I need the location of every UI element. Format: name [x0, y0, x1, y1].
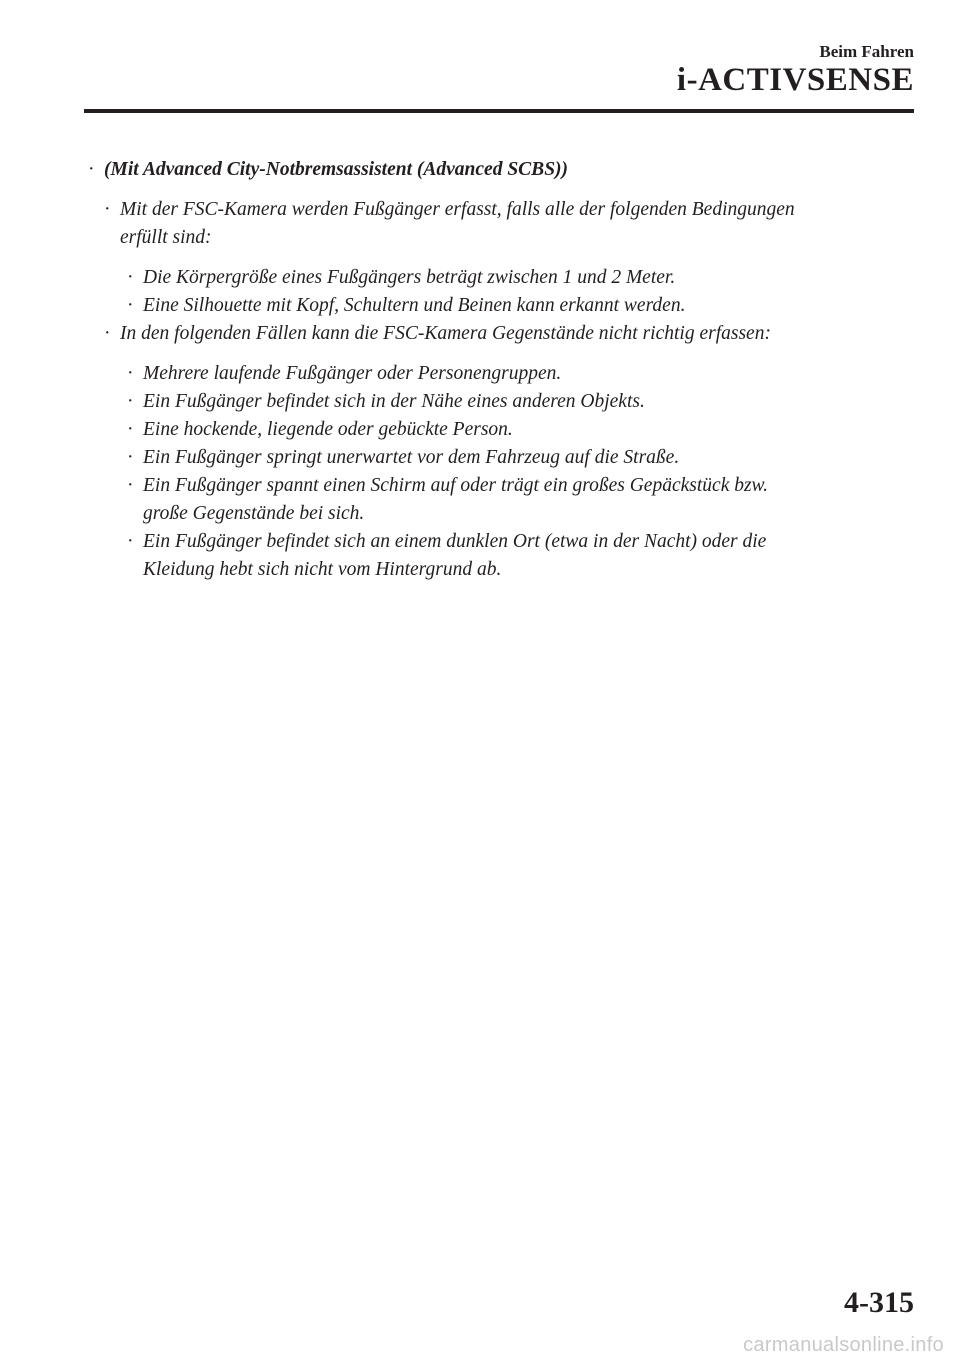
list-item [0, 388, 960, 416]
list-item [0, 528, 960, 584]
list-item-text: In den folgenden Fällen kann die FSC-Kamera Gegenstände nicht richtig erfassen: [120, 323, 771, 344]
bullet-icon: · [127, 475, 134, 496]
list-item [0, 444, 960, 472]
bullet-icon: · [104, 323, 111, 344]
list-item-text: Ein Fußgänger spannt einen Schirm auf oder trägt ein großes Gepäckstück bzw. [143, 475, 768, 496]
list-item-text: Die Körpergröße eines Fußgängers beträgt zwischen 1 und 2 Meter. [143, 267, 676, 288]
page-number: 4-315 [844, 1286, 914, 1319]
list-item-text: Mehrere laufende Fußgänger oder Personengruppen. [143, 363, 562, 384]
section-label: Beim Fahren [819, 42, 914, 61]
list-item-text: Kleidung hebt sich nicht vom Hintergrund ab. [143, 559, 502, 580]
list-item-text: erfüllt sind: [120, 227, 212, 248]
watermark-text: carmanualsonline.info [743, 1334, 944, 1356]
bullet-icon: · [127, 363, 134, 384]
list-item [0, 264, 960, 292]
chapter-title: i-ACTIVSENSE [676, 62, 914, 98]
header-rule [84, 109, 914, 113]
list-item [0, 472, 960, 528]
list-item-text: Ein Fußgänger befindet sich in der Nähe eines anderen Objekts. [143, 391, 645, 412]
body-content [0, 156, 960, 584]
list-item-text: (Mit Advanced City-Notbremsassistent (Advanced SCBS)) [104, 159, 569, 180]
list-item-text: Ein Fußgänger springt unerwartet vor dem Fahrzeug auf die Straße. [143, 447, 680, 468]
list-item [0, 416, 960, 444]
list-item-text: große Gegenstände bei sich. [143, 503, 365, 524]
bullet-icon: · [127, 419, 134, 440]
bullet-icon: · [127, 531, 134, 552]
bullet-icon: · [127, 391, 134, 412]
bullet-icon: · [127, 447, 134, 468]
list-item-text: Eine hockende, liegende oder gebückte Person. [143, 419, 513, 440]
bullet-icon: · [104, 199, 111, 220]
list-item [0, 292, 960, 320]
list-item-text: Ein Fußgänger befindet sich an einem dunklen Ort (etwa in der Nacht) oder die [143, 531, 767, 552]
list-item [0, 320, 960, 348]
bullet-icon: · [88, 159, 95, 180]
bullet-icon: · [127, 295, 134, 316]
list-item-text: Eine Silhouette mit Kopf, Schultern und Beinen kann erkannt werden. [143, 295, 686, 316]
list-item [0, 360, 960, 388]
list-item [0, 196, 960, 252]
bullet-icon: · [127, 267, 134, 288]
list-item [0, 156, 960, 184]
list-item-text: Mit der FSC-Kamera werden Fußgänger erfasst, falls alle der folgenden Bedingungen [120, 199, 795, 220]
